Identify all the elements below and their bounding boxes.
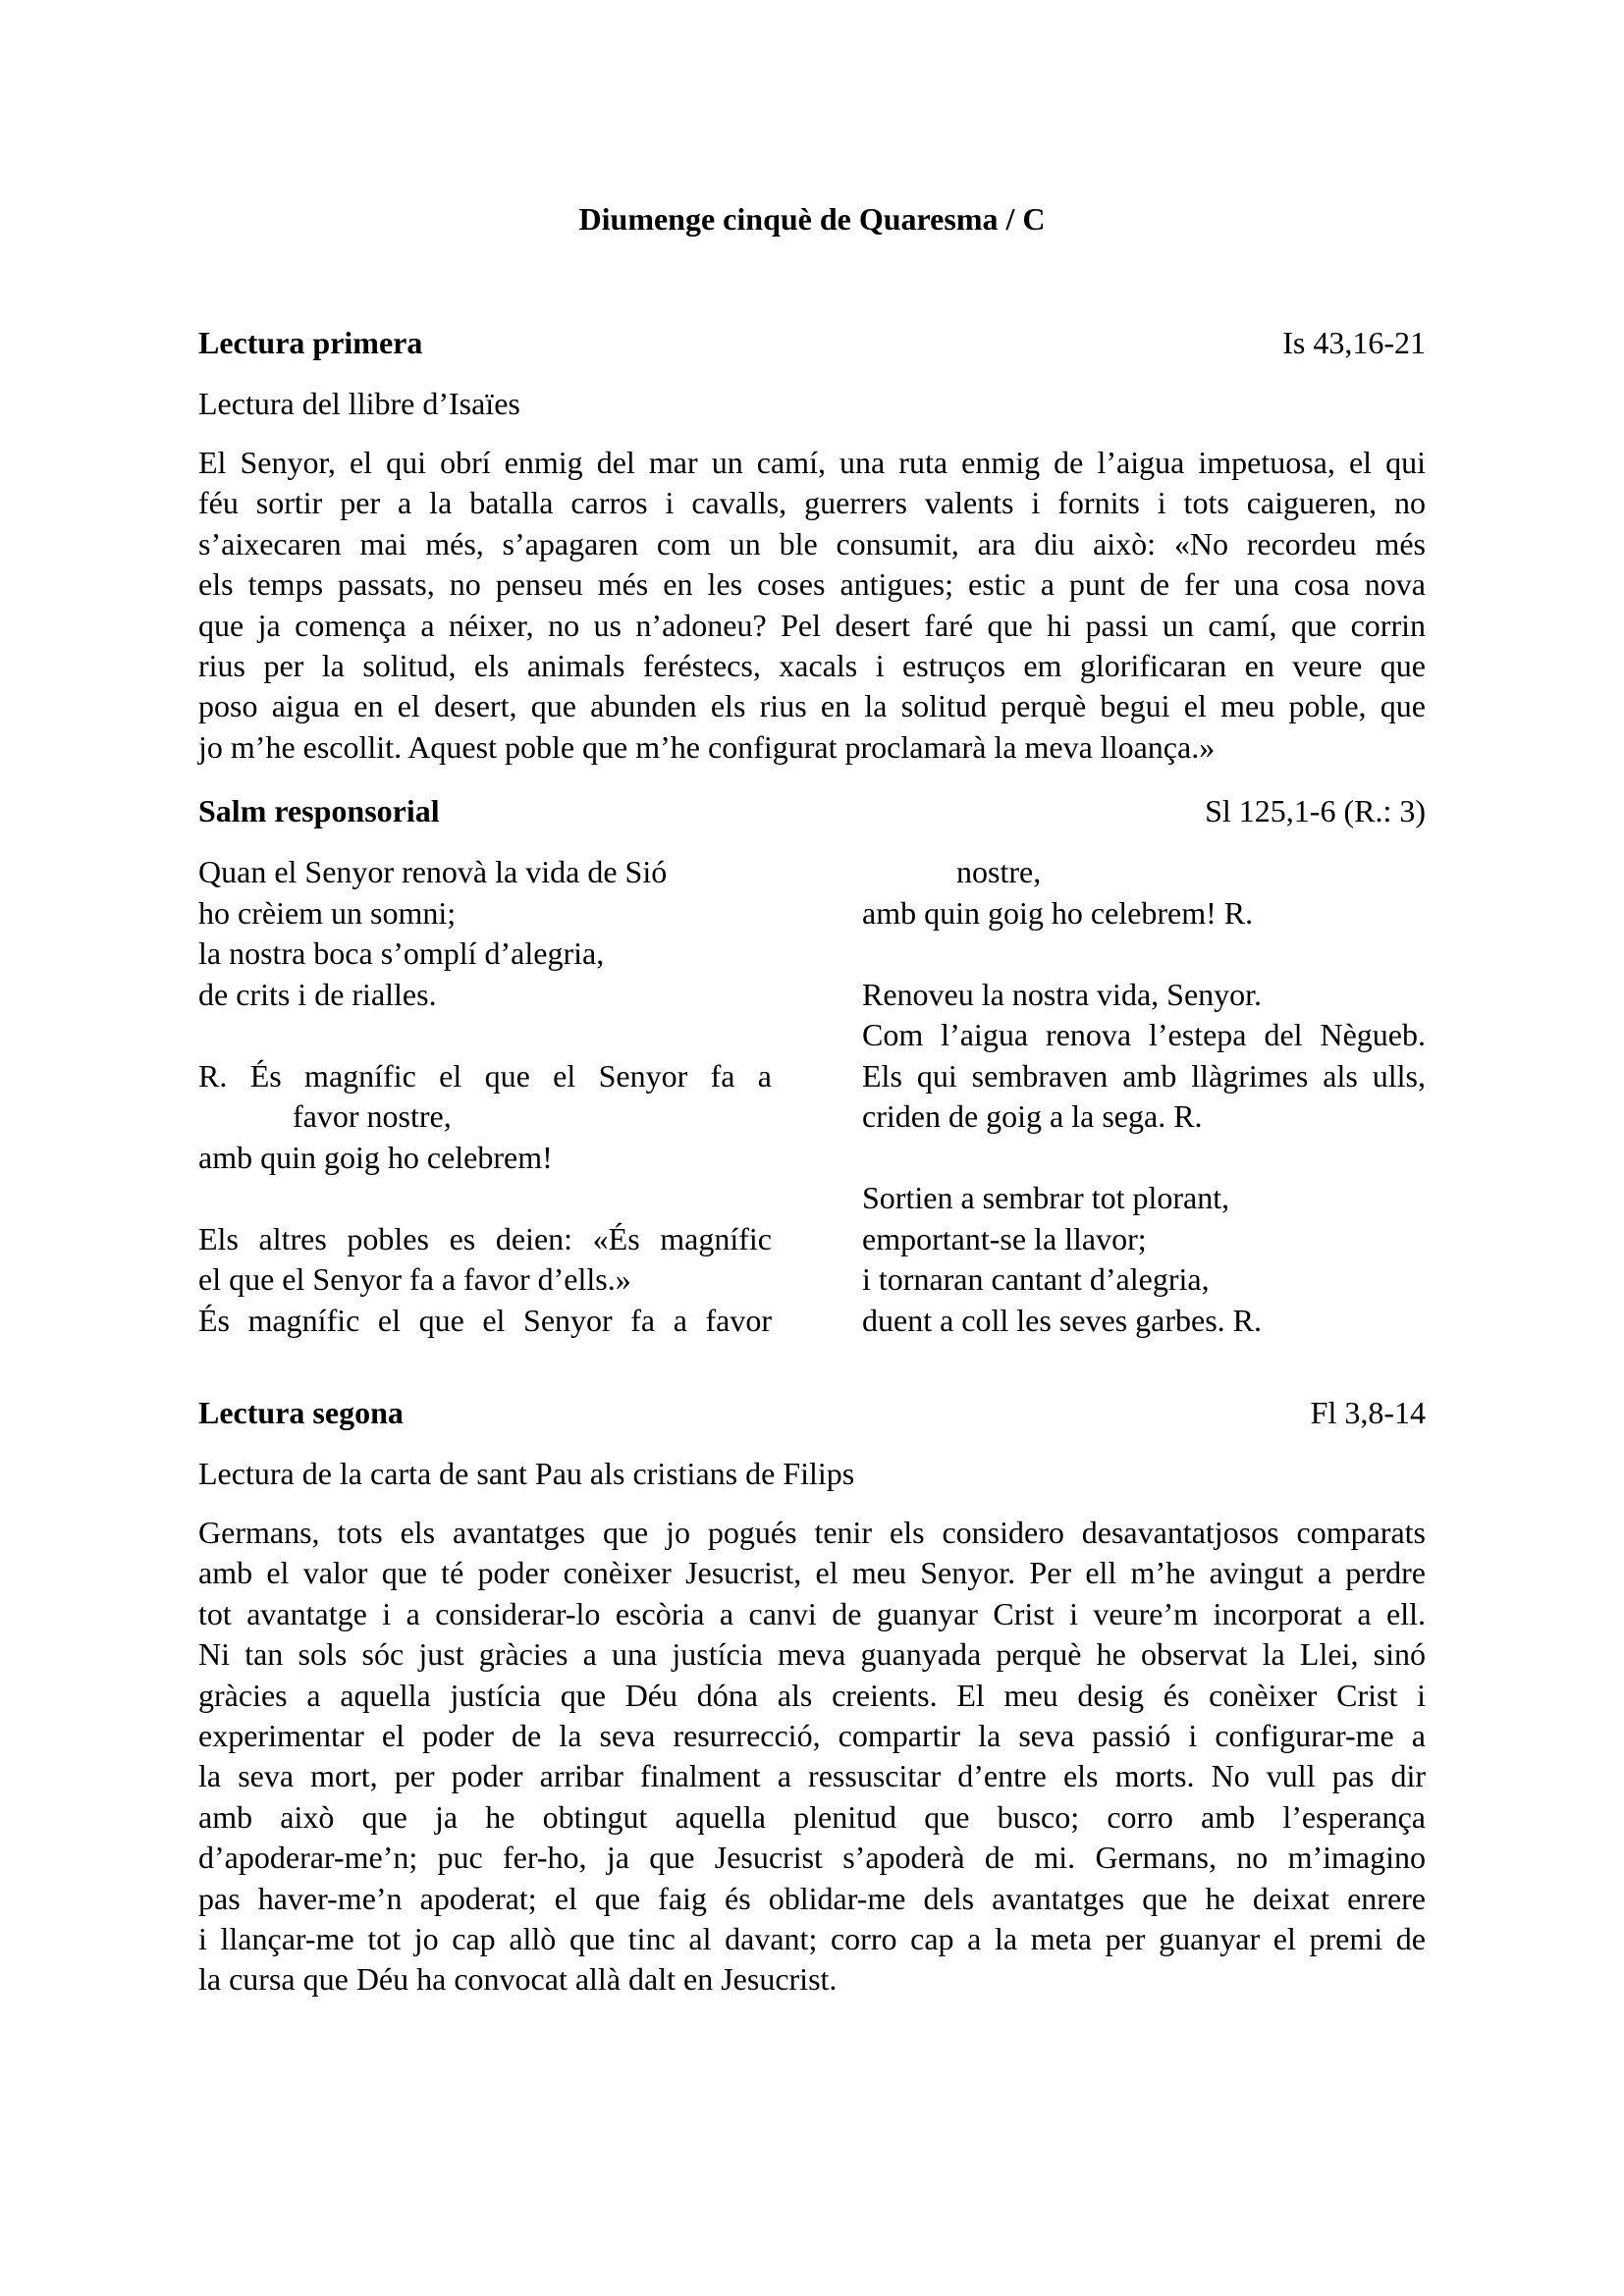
- reading2-line: Ni tan sols sóc just gràcies a una justícia meva guanyada perquè he observat la Llei, sinó: [198, 1636, 1426, 1673]
- reading2-line: amb això que ja he obtingut aquella plenitud que busco; corro amb l’esperança: [198, 1798, 1426, 1835]
- reading2-line: experimentar el poder de la seva resurrecció, compartir la seva passió i configurar-me a: [198, 1717, 1426, 1753]
- psalm-heading: Salm responsorial: [198, 793, 440, 828]
- psalm-verse-line: i tornaran cantant d’alegria,: [862, 1261, 1210, 1297]
- psalm-verse-line: de crits i de rialles.: [198, 976, 437, 1012]
- psalm-verse-line: És magnífic el que el Senyor fa a favor: [198, 1302, 772, 1338]
- reading1-intro: Lectura del llibre d’Isaïes: [198, 386, 520, 421]
- reading1-heading: Lectura primera: [198, 325, 423, 360]
- psalm-verse-line: duent a coll les seves garbes. R.: [862, 1302, 1262, 1338]
- reading1-line: jo m’he escollit. Aquest poble que m’he configurat proclamarà la meva lloança.»: [198, 728, 1216, 765]
- reading2-line: Germans, tots els avantatges que jo pogués tenir els considero desavantatjosos comparats: [198, 1515, 1426, 1550]
- psalm-verse-line: Quan el Senyor renovà la vida de Sió: [198, 854, 668, 889]
- reading1-line: poso aigua en el desert, que abunden els rius en la solitud perquè begui el meu poble, que: [198, 688, 1426, 724]
- reading2-line: gràcies a aquella justícia que Déu dóna als creients. El meu desig és conèixer Crist i: [198, 1677, 1426, 1713]
- psalm-stanza-break: [862, 934, 1426, 975]
- reading2-reference: Fl 3,8-14: [1310, 1395, 1426, 1430]
- psalm-verse-line: el que el Senyor fa a favor d’ells.»: [198, 1261, 631, 1297]
- reading2-line: d’apoderar-me’n; puc fer-ho, ja que Jesucrist s’apoderà de mi. Germans, no m’imagino: [198, 1840, 1426, 1876]
- psalm-verse-line: la nostra boca s’omplí d’alegria,: [198, 935, 605, 971]
- reading2-text: [198, 1513, 1426, 2001]
- psalm-verse-line: Sortien a sembrar tot plorant,: [862, 1180, 1230, 1215]
- reading1-line: que ja comença a néixer, no us n’adoneu? Pel desert faré que hi passi un camí, que corrin: [198, 607, 1426, 643]
- psalm-verse-line: Els altres pobles es deien: «És magnífic: [198, 1220, 772, 1256]
- psalm-verse-line: amb quin goig ho celebrem!: [198, 1139, 553, 1175]
- reading2-intro: Lectura de la carta de sant Pau als cristians de Filips: [198, 1456, 855, 1491]
- reading2-line: la seva mort, per poder arribar finalment a ressuscitar d’entre els morts. No vull pas dir: [198, 1758, 1426, 1794]
- psalm-right-column: [862, 852, 1426, 1341]
- psalm-verse-line: Renoveu la nostra vida, Senyor.: [862, 976, 1263, 1012]
- reading1-line: s’aixecaren mai més, s’apagaren com un ble consumit, ara diu això: «No recordeu més: [198, 525, 1426, 561]
- psalm-verse-line: Els qui sembraven amb llàgrimes als ulls,: [862, 1057, 1426, 1094]
- reading1-reference: Is 43,16-21: [1282, 325, 1426, 360]
- psalm-stanza-break: [862, 1138, 1426, 1179]
- reading2-line: pas haver-me’n apoderat; el que faig és oblidar-me dels avantatges que he deixat enrere: [198, 1880, 1426, 1916]
- psalm-verse-line: favor nostre,: [293, 1098, 452, 1134]
- reading1-header: [198, 323, 1426, 362]
- psalm-header: [198, 791, 1426, 830]
- page-title: Diumenge cinquè de Quaresma / C: [578, 201, 1046, 237]
- psalm-reference: Sl 125,1-6 (R.: 3): [1205, 793, 1426, 828]
- psalm-verse-line: emportant-se la llavor;: [862, 1220, 1147, 1256]
- reading2-line: tot avantatge i a considerar-lo escòria a canvi de guanyar Crist i veure’m incorporat a ell.: [198, 1595, 1426, 1631]
- reading2-line: amb el valor que té poder conèixer Jesucrist, el meu Senyor. Per ell m’he avingut a perdre: [198, 1555, 1426, 1591]
- psalm-verse-line: ho crèiem un somni;: [198, 894, 457, 931]
- psalm-verse-line: R. És magnífic el que el Senyor fa a: [198, 1057, 772, 1094]
- psalm-stanza-break: [198, 1015, 772, 1056]
- psalm-verse-line: Com l’aigua renova l’estepa del Nègueb.: [862, 1017, 1426, 1052]
- psalm-verse-line: nostre,: [956, 854, 1042, 889]
- psalm-stanza-break: [198, 1178, 772, 1219]
- reading2-heading: Lectura segona: [198, 1395, 404, 1430]
- psalm-verse-line: criden de goig a la sega. R.: [862, 1098, 1203, 1134]
- reading1-line: rius per la solitud, els animals feréstecs, xacals i estruços em glorificaran en veure que: [198, 647, 1426, 683]
- psalm-left-column: [198, 852, 772, 1341]
- reading2-line: i llançar-me tot jo cap allò que tinc al davant; corro cap a la meta per guanyar el premi de: [198, 1920, 1426, 1956]
- reading1-line: els temps passats, no penseu més en les coses antigues; estic a punt de fer una cosa nova: [198, 566, 1426, 603]
- reading1-line: El Senyor, el qui obrí enmig del mar un camí, una ruta enmig de l’aigua impetuosa, el qui: [198, 445, 1426, 480]
- reading1-line: féu sortir per a la batalla carros i cavalls, guerrers valents i fornits i tots caigueren, no: [198, 485, 1426, 521]
- psalm-verse-line: amb quin goig ho celebrem! R.: [862, 894, 1254, 931]
- reading2-header: [198, 1393, 1426, 1432]
- reading1-text: [198, 443, 1426, 768]
- reading2-line: la cursa que Déu ha convocat allà dalt en Jesucrist.: [198, 1961, 838, 1998]
